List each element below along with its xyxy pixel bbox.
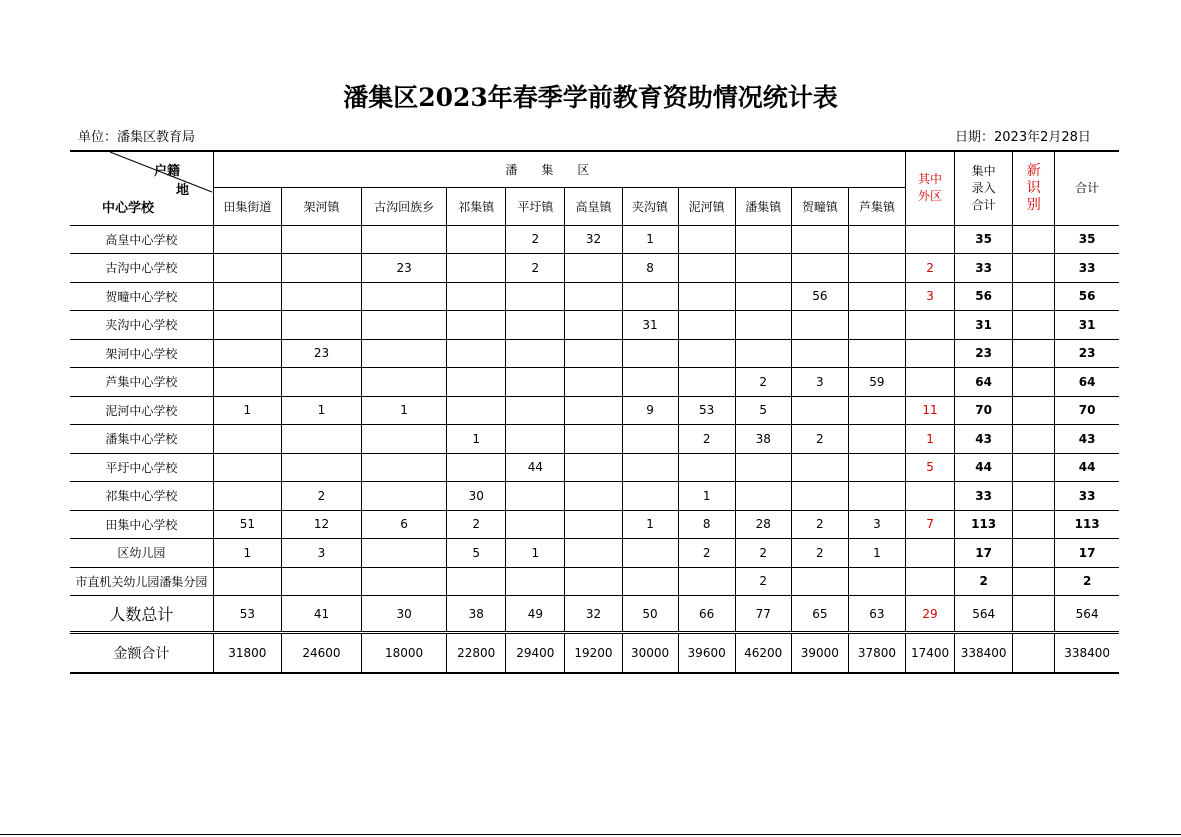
count-cell bbox=[447, 453, 506, 482]
count-cell bbox=[506, 282, 565, 311]
count-cell bbox=[506, 510, 565, 539]
count-cell bbox=[213, 282, 281, 311]
count-cell: 1 bbox=[281, 396, 361, 425]
amount-cell: 29400 bbox=[506, 633, 565, 673]
count-cell: 1 bbox=[447, 425, 506, 454]
count-cell: 12 bbox=[281, 510, 361, 539]
other-district-cell: 5 bbox=[906, 453, 955, 482]
new-id-cell bbox=[1013, 254, 1055, 283]
other-district-cell: 2 bbox=[906, 254, 955, 283]
count-cell bbox=[281, 453, 361, 482]
count-total-cell: 41 bbox=[281, 596, 361, 633]
amount-cell: 31800 bbox=[213, 633, 281, 673]
row-total-cell: 31 bbox=[1055, 311, 1119, 340]
count-cell bbox=[678, 368, 735, 397]
central-total-cell: 23 bbox=[955, 339, 1013, 368]
count-cell: 28 bbox=[735, 510, 791, 539]
new-id-cell bbox=[1013, 339, 1055, 368]
table-body bbox=[70, 225, 1119, 673]
new-id-cell bbox=[1013, 282, 1055, 311]
count-cell bbox=[735, 254, 791, 283]
count-cell: 2 bbox=[281, 482, 361, 511]
count-cell bbox=[848, 396, 905, 425]
row-total-cell: 33 bbox=[1055, 482, 1119, 511]
count-cell: 5 bbox=[447, 539, 506, 568]
row-total-cell: 113 bbox=[1055, 510, 1119, 539]
count-cell bbox=[447, 282, 506, 311]
row-total-cell: 43 bbox=[1055, 425, 1119, 454]
count-cell bbox=[362, 339, 447, 368]
count-cell: 23 bbox=[281, 339, 361, 368]
town-header: 架河镇 bbox=[281, 187, 361, 225]
count-cell bbox=[506, 311, 565, 340]
count-cell bbox=[447, 225, 506, 254]
new-id-cell bbox=[1013, 225, 1055, 254]
central-total-cell: 33 bbox=[955, 254, 1013, 283]
count-cell: 1 bbox=[848, 539, 905, 568]
new-id-cell bbox=[1013, 567, 1055, 596]
count-cell bbox=[362, 453, 447, 482]
count-cell bbox=[622, 339, 678, 368]
date-label: 日期：2023年2月28日 bbox=[955, 130, 1091, 145]
new-id-total bbox=[1013, 596, 1055, 633]
count-cell bbox=[848, 425, 905, 454]
count-cell bbox=[362, 282, 447, 311]
count-cell: 51 bbox=[213, 510, 281, 539]
other-district-total: 29 bbox=[906, 596, 955, 633]
central-total-cell: 113 bbox=[955, 510, 1013, 539]
count-cell: 2 bbox=[791, 425, 848, 454]
amount-cell: 18000 bbox=[362, 633, 447, 673]
new-id-cell bbox=[1013, 396, 1055, 425]
page-title: 潘集区2023年春季学前教育资助情况统计表 bbox=[343, 83, 838, 112]
new-id-cell bbox=[1013, 539, 1055, 568]
table-row bbox=[70, 339, 1119, 368]
school-name-cell: 泥河中心学校 bbox=[70, 396, 213, 425]
count-cell bbox=[362, 311, 447, 340]
other-district-cell bbox=[906, 482, 955, 511]
count-cell bbox=[735, 311, 791, 340]
school-name-cell: 夹沟中心学校 bbox=[70, 311, 213, 340]
count-cell bbox=[565, 539, 622, 568]
unit-label: 单位：潘集区教育局 bbox=[78, 130, 196, 145]
count-cell bbox=[447, 396, 506, 425]
count-cell: 56 bbox=[791, 282, 848, 311]
school-name-cell: 市直机关幼儿园潘集分园 bbox=[70, 567, 213, 596]
table-row bbox=[70, 453, 1119, 482]
count-total-cell: 66 bbox=[678, 596, 735, 633]
count-cell bbox=[565, 453, 622, 482]
town-header: 古沟回族乡 bbox=[362, 187, 447, 225]
count-cell: 3 bbox=[281, 539, 361, 568]
count-cell bbox=[678, 311, 735, 340]
count-cell bbox=[622, 282, 678, 311]
new-id-cell bbox=[1013, 482, 1055, 511]
count-cell bbox=[791, 339, 848, 368]
count-cell bbox=[565, 425, 622, 454]
count-cell: 8 bbox=[678, 510, 735, 539]
count-cell bbox=[848, 311, 905, 340]
count-cell: 5 bbox=[735, 396, 791, 425]
row-total-cell: 33 bbox=[1055, 254, 1119, 283]
count-cell bbox=[447, 254, 506, 283]
count-cell bbox=[362, 539, 447, 568]
count-cell bbox=[281, 567, 361, 596]
count-cell bbox=[213, 425, 281, 454]
count-cell: 2 bbox=[678, 539, 735, 568]
count-cell: 30 bbox=[447, 482, 506, 511]
other-district-cell bbox=[906, 567, 955, 596]
other-district-cell: 11 bbox=[906, 396, 955, 425]
region-header: 潘集区 bbox=[213, 151, 905, 187]
count-cell: 1 bbox=[213, 539, 281, 568]
town-header: 高皇镇 bbox=[565, 187, 622, 225]
corner-bottom-label: 中心学校 bbox=[102, 201, 155, 216]
school-name-cell: 区幼儿园 bbox=[70, 539, 213, 568]
new-id-amount bbox=[1013, 633, 1055, 673]
school-name-cell: 古沟中心学校 bbox=[70, 254, 213, 283]
town-header: 芦集镇 bbox=[848, 187, 905, 225]
count-cell bbox=[848, 282, 905, 311]
count-cell bbox=[622, 453, 678, 482]
table-row bbox=[70, 254, 1119, 283]
count-cell bbox=[791, 254, 848, 283]
other-district-cell bbox=[906, 539, 955, 568]
amount-total-row bbox=[70, 633, 1119, 673]
count-total-cell: 53 bbox=[213, 596, 281, 633]
count-cell: 3 bbox=[848, 510, 905, 539]
count-cell bbox=[565, 339, 622, 368]
table-row bbox=[70, 282, 1119, 311]
table-row bbox=[70, 567, 1119, 596]
count-cell: 2 bbox=[791, 510, 848, 539]
count-cell: 9 bbox=[622, 396, 678, 425]
other-district-cell bbox=[906, 225, 955, 254]
count-cell: 23 bbox=[362, 254, 447, 283]
count-cell bbox=[281, 425, 361, 454]
bottom-border bbox=[0, 834, 1181, 835]
count-cell bbox=[281, 311, 361, 340]
town-header: 平圩镇 bbox=[506, 187, 565, 225]
central-grand-total: 564 bbox=[955, 596, 1013, 633]
count-cell: 6 bbox=[362, 510, 447, 539]
count-cell bbox=[565, 254, 622, 283]
row-total-cell: 2 bbox=[1055, 567, 1119, 596]
count-cell bbox=[447, 339, 506, 368]
count-cell bbox=[447, 368, 506, 397]
count-cell bbox=[678, 225, 735, 254]
town-header: 田集街道 bbox=[213, 187, 281, 225]
count-cell bbox=[447, 311, 506, 340]
new-id-header: 新识别 bbox=[1013, 151, 1055, 225]
table-row bbox=[70, 368, 1119, 397]
count-cell bbox=[362, 482, 447, 511]
table-row bbox=[70, 225, 1119, 254]
count-cell bbox=[281, 368, 361, 397]
count-cell bbox=[622, 368, 678, 397]
table-row bbox=[70, 396, 1119, 425]
count-cell: 2 bbox=[506, 225, 565, 254]
count-cell: 31 bbox=[622, 311, 678, 340]
count-total-cell: 63 bbox=[848, 596, 905, 633]
count-cell bbox=[848, 254, 905, 283]
count-cell: 2 bbox=[735, 539, 791, 568]
count-total-cell: 38 bbox=[447, 596, 506, 633]
count-cell bbox=[213, 254, 281, 283]
count-cell bbox=[506, 482, 565, 511]
count-cell: 1 bbox=[678, 482, 735, 511]
count-cell bbox=[791, 567, 848, 596]
count-cell bbox=[735, 282, 791, 311]
amount-cell: 24600 bbox=[281, 633, 361, 673]
row-total-cell: 35 bbox=[1055, 225, 1119, 254]
count-cell: 1 bbox=[622, 510, 678, 539]
other-district-amount: 17400 bbox=[906, 633, 955, 673]
count-cell bbox=[791, 453, 848, 482]
town-header: 潘集镇 bbox=[735, 187, 791, 225]
count-cell bbox=[735, 453, 791, 482]
amount-total-label: 金额合计 bbox=[70, 633, 213, 673]
count-cell bbox=[281, 254, 361, 283]
count-cell bbox=[791, 396, 848, 425]
new-id-cell bbox=[1013, 311, 1055, 340]
grand-total-cell: 564 bbox=[1055, 596, 1119, 633]
central-total-cell: 2 bbox=[955, 567, 1013, 596]
count-cell bbox=[735, 225, 791, 254]
count-cell bbox=[213, 311, 281, 340]
count-cell bbox=[281, 282, 361, 311]
count-total-cell: 77 bbox=[735, 596, 791, 633]
count-cell bbox=[848, 453, 905, 482]
count-cell bbox=[565, 311, 622, 340]
count-total-cell: 50 bbox=[622, 596, 678, 633]
row-total-cell: 17 bbox=[1055, 539, 1119, 568]
count-cell: 2 bbox=[447, 510, 506, 539]
row-total-cell: 44 bbox=[1055, 453, 1119, 482]
central-total-cell: 33 bbox=[955, 482, 1013, 511]
new-id-cell bbox=[1013, 368, 1055, 397]
count-cell bbox=[565, 510, 622, 539]
row-total-cell: 56 bbox=[1055, 282, 1119, 311]
count-cell bbox=[848, 225, 905, 254]
count-cell bbox=[735, 482, 791, 511]
count-cell bbox=[791, 482, 848, 511]
central-total-cell: 31 bbox=[955, 311, 1013, 340]
other-district-cell: 3 bbox=[906, 282, 955, 311]
count-total-cell: 30 bbox=[362, 596, 447, 633]
amount-cell: 46200 bbox=[735, 633, 791, 673]
count-cell: 3 bbox=[791, 368, 848, 397]
count-cell: 8 bbox=[622, 254, 678, 283]
central-total-cell: 17 bbox=[955, 539, 1013, 568]
school-name-cell: 潘集中心学校 bbox=[70, 425, 213, 454]
count-total-cell: 65 bbox=[791, 596, 848, 633]
other-district-cell bbox=[906, 339, 955, 368]
count-cell bbox=[622, 567, 678, 596]
amount-cell: 19200 bbox=[565, 633, 622, 673]
count-cell bbox=[622, 482, 678, 511]
count-total-cell: 32 bbox=[565, 596, 622, 633]
amount-cell: 37800 bbox=[848, 633, 905, 673]
count-cell bbox=[506, 396, 565, 425]
statistics-table bbox=[70, 150, 1119, 674]
school-name-cell: 高皇中心学校 bbox=[70, 225, 213, 254]
amount-cell: 22800 bbox=[447, 633, 506, 673]
count-cell bbox=[565, 567, 622, 596]
count-cell bbox=[848, 567, 905, 596]
other-district-cell bbox=[906, 368, 955, 397]
school-name-cell: 架河中心学校 bbox=[70, 339, 213, 368]
central-total-cell: 35 bbox=[955, 225, 1013, 254]
town-header: 贺疃镇 bbox=[791, 187, 848, 225]
count-cell bbox=[506, 368, 565, 397]
corner-header bbox=[70, 151, 213, 225]
count-cell bbox=[213, 368, 281, 397]
amount-cell: 39000 bbox=[791, 633, 848, 673]
count-cell bbox=[362, 567, 447, 596]
central-total-cell: 64 bbox=[955, 368, 1013, 397]
amount-cell: 30000 bbox=[622, 633, 678, 673]
school-name-cell: 芦集中心学校 bbox=[70, 368, 213, 397]
town-header: 祁集镇 bbox=[447, 187, 506, 225]
count-cell bbox=[622, 539, 678, 568]
count-total-label: 人数总计 bbox=[70, 596, 213, 633]
count-cell bbox=[678, 254, 735, 283]
count-cell bbox=[678, 339, 735, 368]
new-id-cell bbox=[1013, 453, 1055, 482]
count-cell bbox=[362, 225, 447, 254]
new-id-cell bbox=[1013, 510, 1055, 539]
count-cell: 1 bbox=[362, 396, 447, 425]
count-cell bbox=[213, 567, 281, 596]
count-cell bbox=[362, 368, 447, 397]
row-total-cell: 23 bbox=[1055, 339, 1119, 368]
count-cell bbox=[678, 282, 735, 311]
count-cell bbox=[362, 425, 447, 454]
town-header: 夹沟镇 bbox=[622, 187, 678, 225]
new-id-cell bbox=[1013, 425, 1055, 454]
count-cell bbox=[565, 482, 622, 511]
row-total-cell: 70 bbox=[1055, 396, 1119, 425]
count-cell bbox=[791, 311, 848, 340]
count-cell: 2 bbox=[735, 368, 791, 397]
count-cell: 1 bbox=[622, 225, 678, 254]
central-total-cell: 56 bbox=[955, 282, 1013, 311]
count-cell bbox=[213, 482, 281, 511]
count-cell bbox=[213, 453, 281, 482]
count-cell bbox=[506, 425, 565, 454]
total-header: 合计 bbox=[1055, 151, 1119, 225]
table-row bbox=[70, 510, 1119, 539]
count-total-cell: 49 bbox=[506, 596, 565, 633]
count-cell bbox=[678, 567, 735, 596]
count-cell: 53 bbox=[678, 396, 735, 425]
count-cell bbox=[213, 225, 281, 254]
count-cell: 44 bbox=[506, 453, 565, 482]
school-name-cell: 贺疃中心学校 bbox=[70, 282, 213, 311]
count-cell bbox=[735, 339, 791, 368]
central-amount-total: 338400 bbox=[955, 633, 1013, 673]
grand-amount-cell: 338400 bbox=[1055, 633, 1119, 673]
count-cell bbox=[213, 339, 281, 368]
other-district-header: 其中外区 bbox=[906, 151, 955, 225]
amount-cell: 39600 bbox=[678, 633, 735, 673]
corner-top-label: 户籍 bbox=[154, 164, 181, 179]
count-cell: 32 bbox=[565, 225, 622, 254]
town-header: 泥河镇 bbox=[678, 187, 735, 225]
central-total-cell: 70 bbox=[955, 396, 1013, 425]
school-name-cell: 祁集中心学校 bbox=[70, 482, 213, 511]
count-cell bbox=[565, 368, 622, 397]
count-cell: 59 bbox=[848, 368, 905, 397]
count-cell: 1 bbox=[506, 539, 565, 568]
school-name-cell: 平圩中心学校 bbox=[70, 453, 213, 482]
table-row bbox=[70, 425, 1119, 454]
central-total-header: 集中录入合计 bbox=[955, 151, 1013, 225]
count-cell bbox=[565, 282, 622, 311]
count-cell: 1 bbox=[213, 396, 281, 425]
central-total-cell: 44 bbox=[955, 453, 1013, 482]
central-total-cell: 43 bbox=[955, 425, 1013, 454]
count-cell bbox=[281, 225, 361, 254]
count-cell bbox=[506, 567, 565, 596]
table-row bbox=[70, 482, 1119, 511]
row-total-cell: 64 bbox=[1055, 368, 1119, 397]
count-cell: 38 bbox=[735, 425, 791, 454]
count-cell bbox=[848, 339, 905, 368]
table-row bbox=[70, 539, 1119, 568]
count-cell bbox=[506, 339, 565, 368]
other-district-cell bbox=[906, 311, 955, 340]
count-cell bbox=[565, 396, 622, 425]
count-cell bbox=[848, 482, 905, 511]
count-cell: 2 bbox=[735, 567, 791, 596]
school-name-cell: 田集中心学校 bbox=[70, 510, 213, 539]
count-cell bbox=[447, 567, 506, 596]
count-cell: 2 bbox=[791, 539, 848, 568]
table-row bbox=[70, 311, 1119, 340]
corner-mid-label: 地 bbox=[176, 183, 190, 198]
count-total-row bbox=[70, 596, 1119, 633]
count-cell: 2 bbox=[506, 254, 565, 283]
other-district-cell: 1 bbox=[906, 425, 955, 454]
other-district-cell: 7 bbox=[906, 510, 955, 539]
count-cell: 2 bbox=[678, 425, 735, 454]
count-cell bbox=[791, 225, 848, 254]
count-cell bbox=[622, 425, 678, 454]
count-cell bbox=[678, 453, 735, 482]
